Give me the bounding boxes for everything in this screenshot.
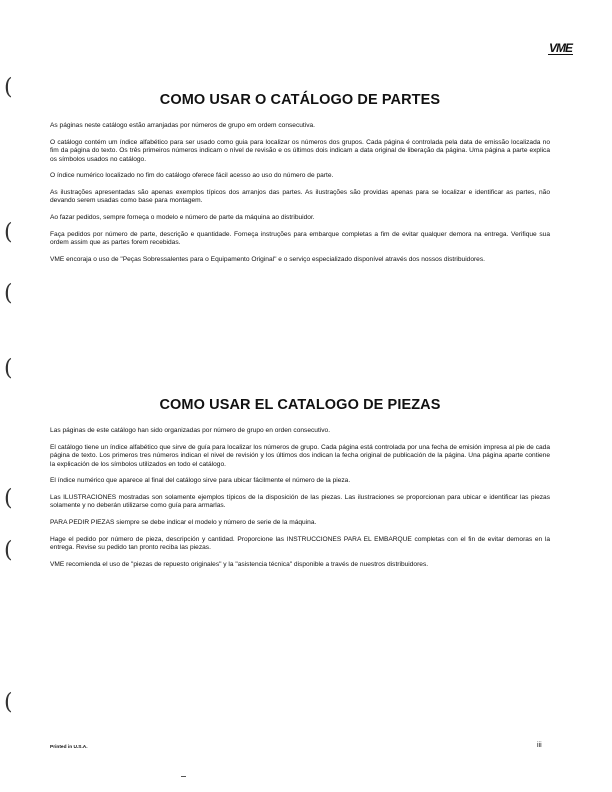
page-number: iii [537, 742, 542, 749]
binding-hole-mark: ( [4, 356, 13, 381]
portuguese-paragraph: As ilustrações apresentadas são apenas exemplos típicos dos arranjos das partes. As ilustrações são providas apenas para se localizar e identificar as partes, não devando serem usadas como base para montagem. [50, 188, 550, 205]
portuguese-paragraph: As páginas neste catálogo estão arranjadas por números de grupo em ordem consecutiva. [50, 122, 316, 129]
spanish-paragraph: El índice numérico que aparece al final del catálogo sirve para ubicar fácilmente el número de la pieza. [50, 477, 351, 485]
portuguese-paragraph: VME encoraja o uso de "Peças Sobressalentes para o Equipamento Original" e o serviço especializado disponível através dos nossos distribuidores. [50, 255, 485, 263]
portuguese-paragraph: Ao fazar pedidos, sempre forneça o modelo e número de parte da máquina ao distribuidor. [50, 214, 315, 222]
binding-hole-mark: ( [4, 281, 13, 306]
binding-hole-mark: ( [4, 538, 13, 563]
scan-mark [181, 776, 186, 777]
vme-logo: VME [549, 41, 573, 55]
spanish-paragraph: Las páginas de este catálogo han sido organizadas por número de grupo en orden consecutivo. [50, 427, 331, 434]
spanish-paragraph: El catálogo tiene un índice alfabético que sirve de guía para localizar los números de grupo. Cada página está controlada por una fecha de emisión impresa al pie de cada página de texto. Los primeros tres números indican el nivel de revisión y los últimos dos indican la fecha original de publicación de la página. Una página aparte contiene la explicación de los símbolos utilizados en todo el catálogo. [50, 443, 550, 468]
spanish-title: COMO USAR EL CATALOGO DE PIEZAS [159, 397, 441, 413]
printed-in-usa: Printed in U.S.A. [50, 745, 88, 750]
spanish-section [50, 397, 550, 578]
portuguese-paragraph: O catálogo contém um índice alfabético para ser usado como guia para localizar os números dos grupos. Cada página é controlada pela data de emissão localizada no fim da página do texto. Os três primeiros números indicam o nível de revisão e os últimos dois indicam a data original de liberação da página. Uma página a parte explica os símbolos usados no catálogo. [50, 138, 550, 163]
portuguese-title: COMO USAR O CATÁLOGO DE PARTES [159, 92, 441, 108]
spanish-paragraph: PARA PEDIR PIEZAS siempre se debe indicar el modelo y número de serie de la máquina. [50, 519, 317, 527]
portuguese-paragraph: Faça pedidos por número de parte, descrição e quantidade. Forneça instruções para embarque completas a fim de evitar qualquer demora na entrega. Verifique sua ordem assim que as partes forem recebidas. [50, 230, 550, 247]
portuguese-section [50, 92, 550, 273]
binding-hole-mark: ( [4, 486, 13, 511]
binding-hole-mark: ( [4, 690, 13, 715]
spanish-paragraph: Hage el pedido por número de pieza, descripción y cantidad. Proporcione las INSTRUCCIONES PARA EL EMBARQUE completas con el fin de evitar demoras en la entrega. Revise su pedido tan pronto reciba las piezas. [50, 535, 550, 552]
spanish-paragraph: VME recomienda el uso de "piezas de repuesto originales" y la "asistencia técnica" disponible a través de nuestros distribuidores. [50, 560, 429, 568]
binding-hole-mark: ( [4, 220, 13, 245]
portuguese-paragraph: O índice numérico localizado no fim do catálogo oferece fácil acesso ao uso do número de parte. [50, 172, 334, 180]
spanish-paragraph: Las ILUSTRACIONES mostradas son solamente ejemplos típicos de la disposición de las piezas. Las ilustraciones se proporcionan para ubicar e identificar las piezas solamente y no deberán utilizarse como guía para armarlas. [50, 493, 550, 510]
binding-hole-mark: ( [4, 75, 13, 100]
